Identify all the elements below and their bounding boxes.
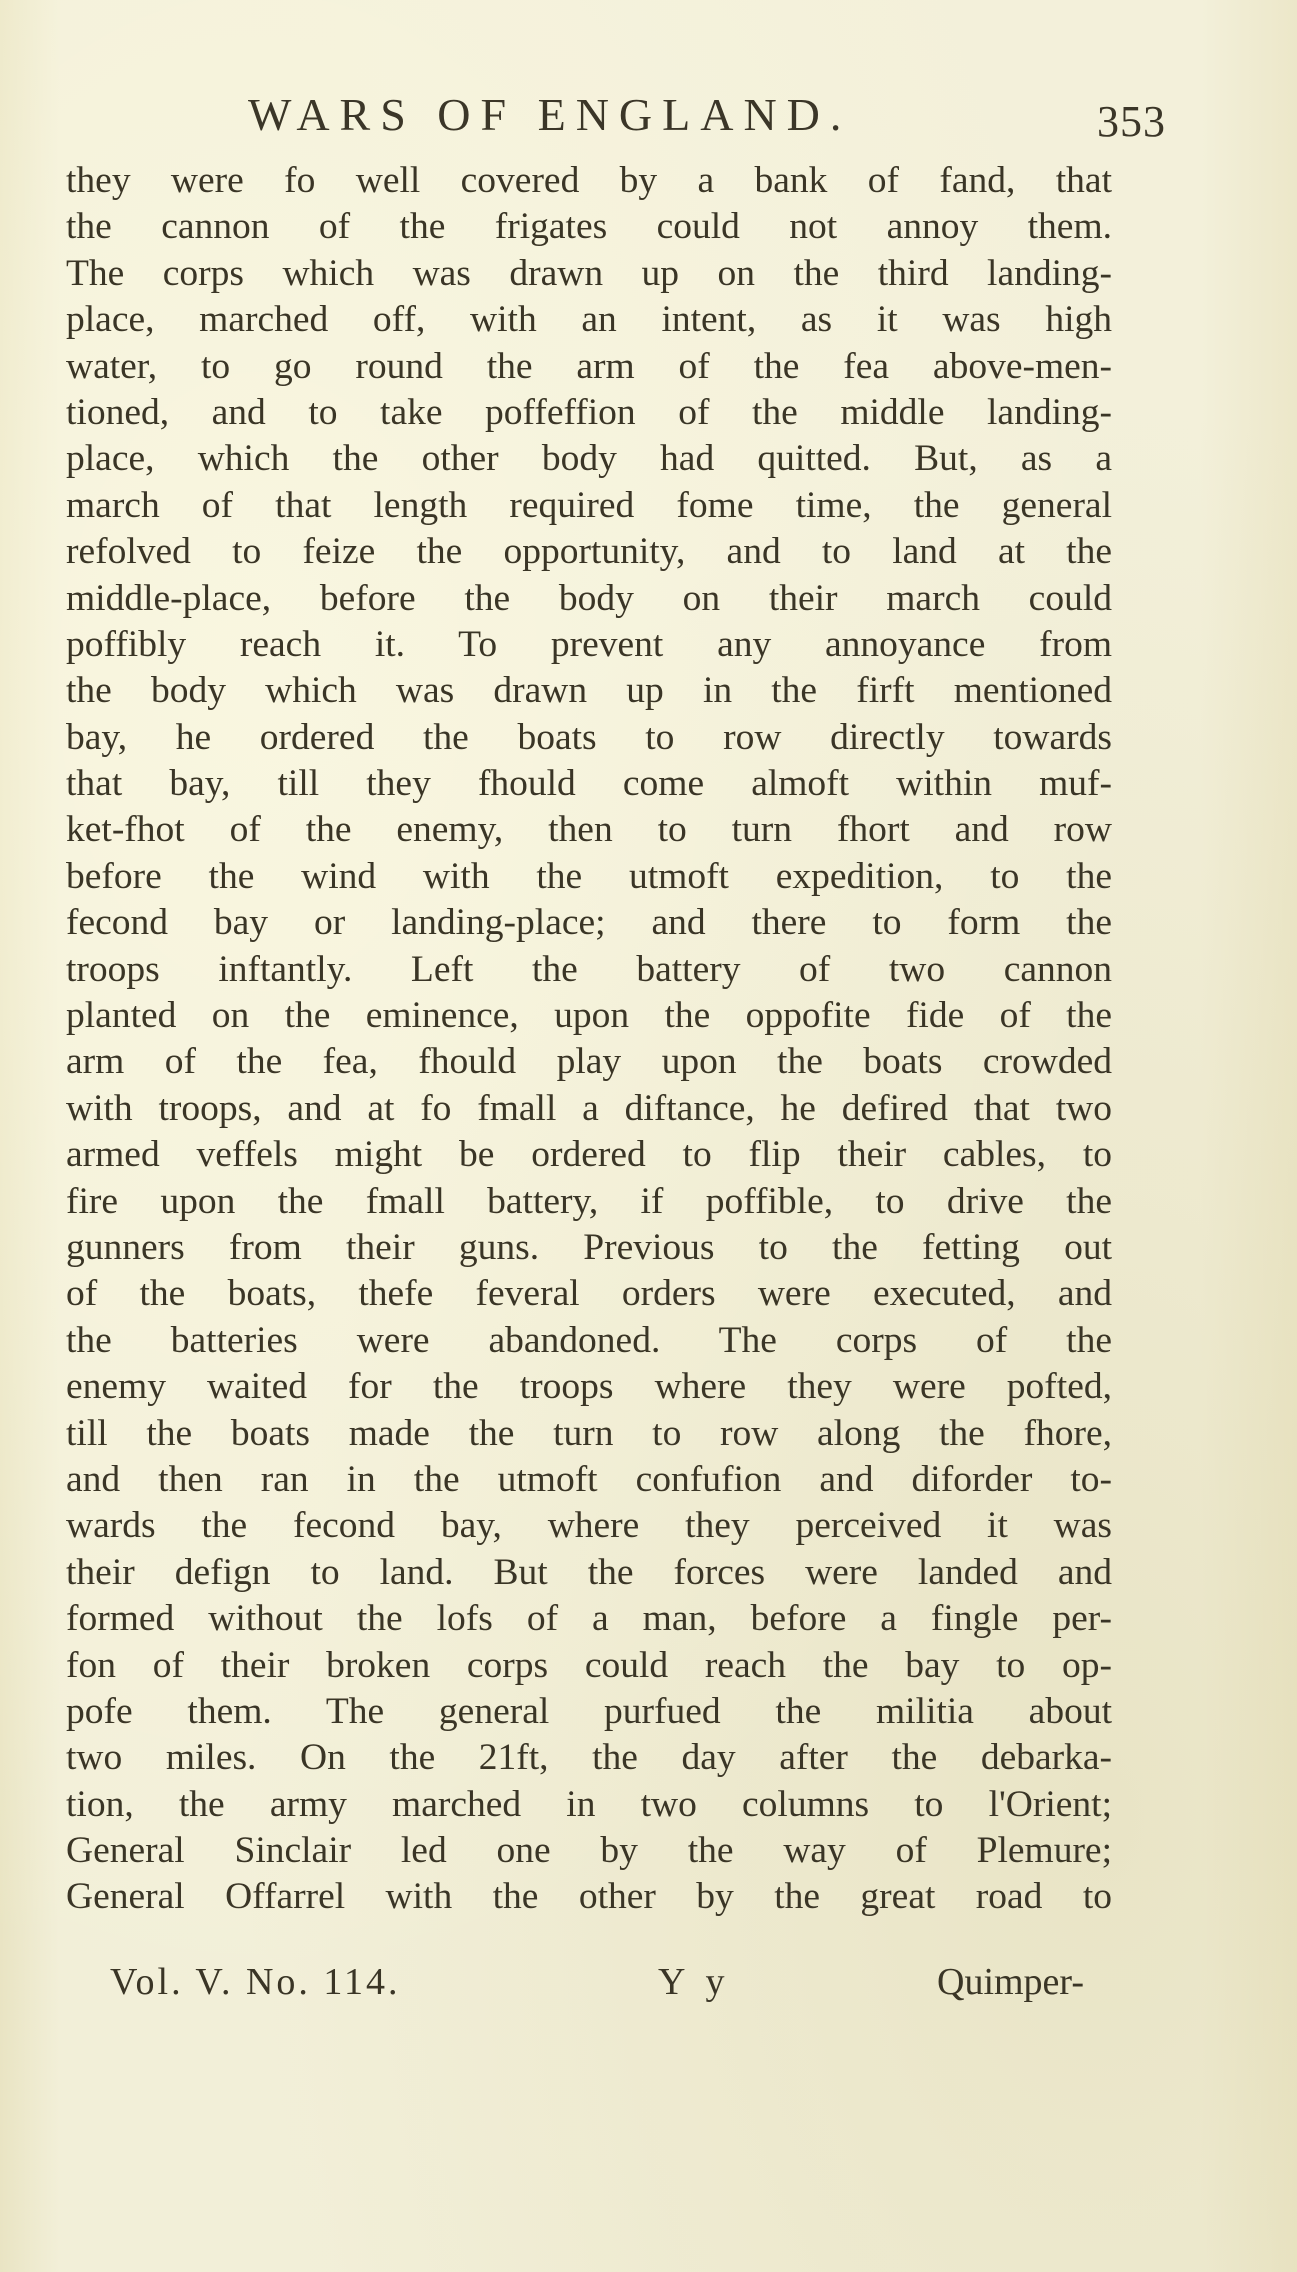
text-line: poffibly reach it. To prevent any annoyance from	[66, 623, 1112, 665]
text-line: pofe them. The general purfued the militia about	[66, 1690, 1112, 1732]
text-line: that bay, till they fhould come almoft within muf-	[66, 763, 1112, 805]
text-line: fon of their broken corps could reach the bay to op-	[66, 1644, 1112, 1686]
text-line: enemy waited for the troops where they were pofted,	[66, 1366, 1112, 1408]
text-line: middle-place, before the body on their march could	[66, 577, 1112, 619]
text-line: march of that length required fome time, the general	[66, 484, 1112, 526]
text-line: refolved to feize the opportunity, and to land at the	[66, 531, 1112, 573]
text-line: place, marched off, with an intent, as it was high	[66, 299, 1112, 341]
text-line: the batteries were abandoned. The corps of the	[66, 1319, 1112, 1361]
text-line: they were fo well covered by a bank of fand, that	[66, 160, 1112, 201]
text-line: before the wind with the utmoft expedition, to the	[66, 855, 1112, 897]
text-line: The corps which was drawn up on the third landing-	[66, 252, 1112, 294]
text-line: the cannon of the frigates could not annoy them.	[66, 206, 1112, 248]
text-line: ket-fhot of the enemy, then to turn fhort and row	[66, 809, 1112, 851]
text-line: General Sinclair led one by the way of Plemure;	[66, 1830, 1112, 1872]
text-line: of the boats, thefe feveral orders were executed, and	[66, 1273, 1112, 1315]
page-header	[60, 88, 1166, 148]
text-line: planted on the eminence, upon the oppofite fide of the	[66, 995, 1112, 1037]
page-number: 353	[1097, 97, 1166, 146]
text-line: their defign to land. But the forces were landed and	[66, 1551, 1112, 1593]
text-line: arm of the fea, fhould play upon the boats crowded	[66, 1041, 1112, 1083]
text-line: bay, he ordered the boats to row directly towards	[66, 716, 1112, 758]
text-line: troops inftantly. Left the battery of two cannon	[66, 948, 1112, 990]
catchword: Quimper-	[937, 1961, 1084, 2003]
text-line: formed without the lofs of a man, before a fingle per-	[66, 1598, 1112, 1640]
text-line: two miles. On the 21ft, the day after the debarka-	[66, 1737, 1112, 1779]
text-line: armed veffels might be ordered to flip their cables, to	[66, 1134, 1112, 1176]
text-line: tion, the army marched in two columns to l'Orient;	[66, 1783, 1112, 1825]
text-line: place, which the other body had quitted. But, as a	[66, 438, 1112, 480]
text-line: with troops, and at fo fmall a diftance, he defired that two	[66, 1087, 1112, 1129]
body-text	[66, 158, 1112, 1921]
text-line: fecond bay or landing-place; and there to form the	[66, 902, 1112, 944]
volume-number: Vol. V. No. 114.	[110, 1961, 401, 2003]
page-footer	[110, 1960, 1110, 2016]
text-line: till the boats made the turn to row along the fhore,	[66, 1412, 1112, 1454]
text-line: wards the fecond bay, where they perceived it was	[66, 1505, 1112, 1547]
running-title: WARS OF ENGLAND.	[248, 89, 852, 140]
text-line: water, to go round the arm of the fea above-men-	[66, 345, 1112, 387]
signature-mark: Y y	[658, 1961, 731, 2003]
text-line: the body which was drawn up in the firft mentioned	[66, 670, 1112, 712]
text-line: General Offarrel with the other by the great road to	[66, 1876, 1112, 1918]
text-line: fire upon the fmall battery, if poffible, to drive the	[66, 1180, 1112, 1222]
text-line: and then ran in the utmoft confufion and diforder to-	[66, 1458, 1112, 1500]
text-line: gunners from their guns. Previous to the fetting out	[66, 1226, 1112, 1268]
text-line: tioned, and to take poffeffion of the middle landing-	[66, 391, 1112, 433]
